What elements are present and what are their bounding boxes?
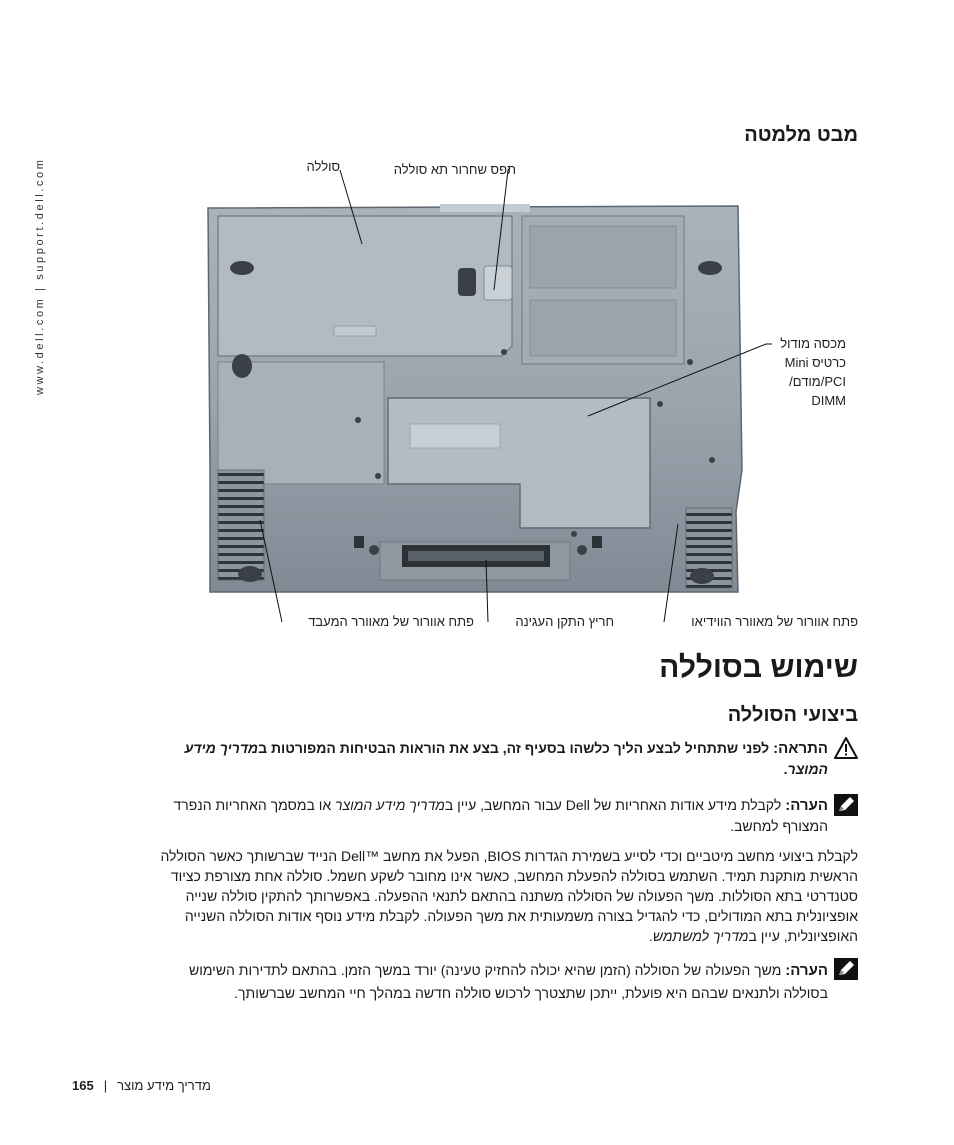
laptop-body [208,204,742,592]
battery-paragraph-text: לקבלת ביצועי מחשב מיטביים וכדי לסייע בשמירת הגדרות BIOS, הפעל את מחשב ™Dell הנייד שברשותך כאשר הסוללה הראשית מותקנת תמיד. השתמש בסוללה להפעלת המחשב, כאשר אינו מחובר לשקע חשמל. סוללה אחת מצורפת כציוד סטנדרטי בתא הסוללות. משך הפעולה של הסוללה משתנה בהתאם לתנאי ההפעלה. באפשרותך להתקין סוללה שנייה אופציונלית בתא המודולים, כדי להגדיל בצורה משמעותית את משך הפעולה. לקבלת מידע נוסף אודות הסוללה השנייה האופציונלית, עיין ב [160,848,858,944]
section-title: שימוש בסוללה [659,651,858,684]
battery-paragraph-end: . [648,928,653,944]
page-footer [72,1078,211,1093]
note-warranty-text-b: או במסמך האחריות הנפרד המצורף למחשב. [173,797,828,834]
warning-triangle-icon [834,737,858,759]
battery-paragraph [158,846,858,946]
page-number: 165 [72,1078,94,1093]
callout-docking-slot: חריץ התקן העגינה [515,614,614,629]
note-pencil-icon [834,794,858,816]
note-battery-life-label: הערה: [785,962,828,979]
note-warranty-label: הערה: [785,797,828,814]
note-warranty-text-a: לקבלת מידע אודות האחריות של Dell עבור המחשב, עיין ב [444,797,782,813]
caution-end: . [783,761,788,777]
battery-paragraph-italic: מדריך למשתמש [652,928,749,944]
footer-title: מדריך מידע מוצר [117,1078,211,1093]
footer-separator: | [103,1078,108,1093]
caution-label: התראה: [773,740,828,757]
note-battery-life [158,959,828,1004]
callout-battery: סוללה [306,159,340,174]
callout-module-cover [780,334,846,410]
section-subtitle: ביצועי הסוללה [727,704,858,726]
side-url: www.dell.com | support.dell.com [34,157,46,395]
callout-video-fan-vent: פתח אוורור של מאוורר הווידיאו [691,614,858,629]
callout-module-cover-line-4: DIMM [811,393,846,408]
figure-title: מבט מלמטה [744,124,858,146]
callout-module-cover-line-1: מכסה מודול [780,336,846,351]
caution-italic: מדריך מידע המוצר [184,740,828,777]
caution-block [158,738,828,780]
caution-text: לפני שתתחיל לבצע הליך כלשהו בסעיף זה, בצע את הוראות הבטיחות המפורטות ב [258,740,770,756]
note-warranty-italic: מדריך מידע המוצר [335,797,445,813]
callout-battery-release-latch: תפס שחרור תא סוללה [393,162,516,177]
note-warranty [158,795,828,836]
callout-module-cover-line-3: PCI/מודם/ [789,374,846,389]
callout-processor-fan-vent: פתח אוורור של מאוורר המעבד [308,614,474,629]
note-battery-life-text: משך הפעולה של הסוללה (הזמן שהיא יכולה להחזיק טעינה) יורד במשך הזמן. בהתאם לתדירות השימוש בסוללה ולתנאים שבהם היא פועלת, ייתכן שתצטרך לרכוש סוללה חדשה במהלך חיי המחשב שברשותך. [188,962,828,1001]
callout-module-cover-line-2: כרטיס Mini [784,355,846,370]
note-pencil-icon [834,958,858,980]
